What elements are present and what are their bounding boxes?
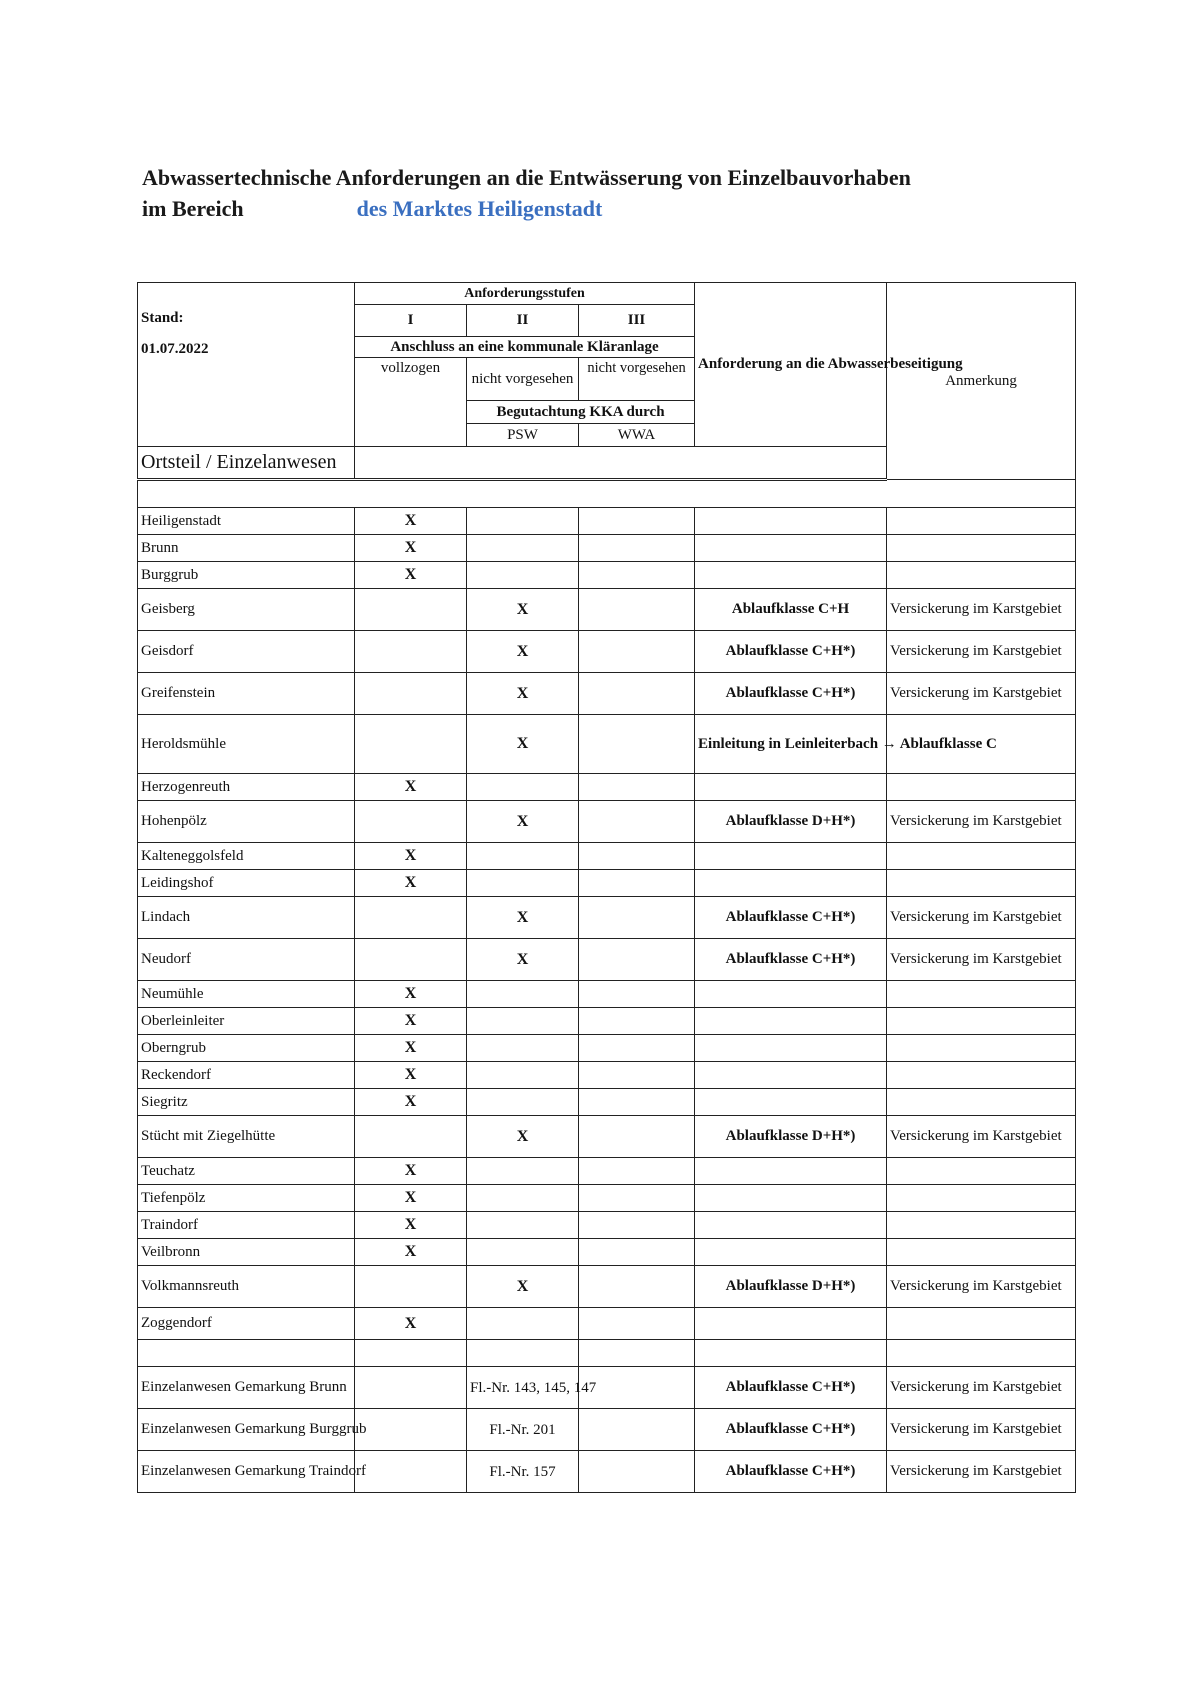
ortsteil-cell: Greifenstein bbox=[138, 673, 355, 715]
note-cell: Versickerung im Karstgebiet bbox=[887, 589, 1076, 631]
level-1-cell: X bbox=[355, 1158, 467, 1185]
ortsteil-cell: Tiefenpölz bbox=[138, 1185, 355, 1212]
stand-cell bbox=[138, 283, 355, 447]
table-row bbox=[138, 631, 1076, 673]
note-cell bbox=[887, 508, 1076, 535]
level-1-cell: X bbox=[355, 1239, 467, 1266]
level-3-cell bbox=[579, 1089, 695, 1116]
stufen-header: Anforderungsstufen bbox=[355, 283, 695, 305]
table-row bbox=[138, 1239, 1076, 1266]
note-cell: Versickerung im Karstgebiet bbox=[887, 673, 1076, 715]
ortsteil-cell: Siegritz bbox=[138, 1089, 355, 1116]
requirement-cell bbox=[695, 774, 887, 801]
note-cell: Versickerung im Karstgebiet bbox=[887, 939, 1076, 981]
requirement-cell: Ablaufklasse C+H*) bbox=[695, 897, 887, 939]
ortsteil-cell: Neumühle bbox=[138, 981, 355, 1008]
note-cell bbox=[887, 1340, 1076, 1367]
ortsteil-cell: Reckendorf bbox=[138, 1062, 355, 1089]
stand-date: 01.07.2022 bbox=[141, 341, 209, 357]
title-line-2 bbox=[142, 193, 911, 224]
requirement-cell: Ablaufklasse D+H*) bbox=[695, 1116, 887, 1158]
note-cell bbox=[887, 1008, 1076, 1035]
note-cell: Versickerung im Karstgebiet bbox=[887, 1116, 1076, 1158]
level-2-cell: X bbox=[467, 897, 579, 939]
level-1-cell bbox=[355, 801, 467, 843]
requirement-cell: Ablaufklasse C+H*) bbox=[695, 1451, 887, 1493]
ortsteil-cell: Burggrub bbox=[138, 562, 355, 589]
table-row bbox=[138, 715, 1076, 774]
requirements-table bbox=[137, 282, 1076, 1493]
ortsteil-cell: Zoggendorf bbox=[138, 1308, 355, 1340]
ortsteil-cell: Heiligenstadt bbox=[138, 508, 355, 535]
note-cell bbox=[887, 1158, 1076, 1185]
level-3-cell bbox=[579, 631, 695, 673]
table-row bbox=[138, 939, 1076, 981]
level-1-cell bbox=[355, 1451, 467, 1493]
level-1-cell: X bbox=[355, 1008, 467, 1035]
table-row bbox=[138, 1367, 1076, 1409]
level-2-cell: X bbox=[467, 939, 579, 981]
table-row bbox=[138, 897, 1076, 939]
table-row bbox=[138, 1008, 1076, 1035]
title-prefix: im Bereich bbox=[142, 196, 244, 221]
level-3-cell bbox=[579, 1008, 695, 1035]
table-row bbox=[138, 1116, 1076, 1158]
level-1-cell bbox=[355, 715, 467, 774]
note-cell bbox=[887, 1035, 1076, 1062]
level-3-cell bbox=[579, 1185, 695, 1212]
table-row bbox=[138, 870, 1076, 897]
note-cell: Versickerung im Karstgebiet bbox=[887, 1367, 1076, 1409]
table-row bbox=[138, 801, 1076, 843]
requirement-cell bbox=[695, 1239, 887, 1266]
requirement-cell bbox=[695, 508, 887, 535]
level-2-cell bbox=[467, 1212, 579, 1239]
level-1-header: I bbox=[355, 305, 467, 337]
ortsteil-cell: Oberleinleiter bbox=[138, 1008, 355, 1035]
table-body bbox=[138, 508, 1076, 1493]
level-2-cell bbox=[467, 843, 579, 870]
level-3-cell bbox=[579, 1308, 695, 1340]
level-2-cell: X bbox=[467, 631, 579, 673]
level-3-cell bbox=[579, 774, 695, 801]
level-2-cell: Fl.-Nr. 201 bbox=[467, 1409, 579, 1451]
level-2-cell bbox=[467, 1035, 579, 1062]
level-3-cell bbox=[579, 1212, 695, 1239]
table-row bbox=[138, 774, 1076, 801]
table-gap-row bbox=[138, 1340, 1076, 1367]
document-title bbox=[142, 162, 911, 224]
level-2-cell: X bbox=[467, 1266, 579, 1308]
level-3-header: III bbox=[579, 305, 695, 337]
level-1-cell bbox=[355, 897, 467, 939]
requirement-cell: Ablaufklasse D+H*) bbox=[695, 801, 887, 843]
level-1-cell: X bbox=[355, 1308, 467, 1340]
requirement-cell bbox=[695, 1308, 887, 1340]
level-3-cell bbox=[579, 843, 695, 870]
level-1-cell bbox=[355, 1266, 467, 1308]
ortsteil-cell: Einzelanwesen Gemarkung Burggrub bbox=[138, 1409, 355, 1451]
ortsteil-cell: Leidingshof bbox=[138, 870, 355, 897]
level-3-cell bbox=[579, 673, 695, 715]
requirement-cell bbox=[695, 981, 887, 1008]
level-3-cell bbox=[579, 508, 695, 535]
level-2-cell bbox=[467, 981, 579, 1008]
level-1-cell: X bbox=[355, 843, 467, 870]
level-1-cell bbox=[355, 1116, 467, 1158]
level-1-cell: X bbox=[355, 535, 467, 562]
level-3-cell bbox=[579, 1266, 695, 1308]
level-1-cell: X bbox=[355, 1185, 467, 1212]
table-row bbox=[138, 673, 1076, 715]
requirement-cell bbox=[695, 535, 887, 562]
level-3-cell bbox=[579, 870, 695, 897]
ortsteil-cell: Einzelanwesen Gemarkung Brunn bbox=[138, 1367, 355, 1409]
level-1-cell: X bbox=[355, 981, 467, 1008]
level-1-cell bbox=[355, 589, 467, 631]
level-1-cell bbox=[355, 673, 467, 715]
level-3-cell bbox=[579, 715, 695, 774]
ortsteil-cell: Veilbronn bbox=[138, 1239, 355, 1266]
level-2-cell: X bbox=[467, 673, 579, 715]
stand-label: Stand: bbox=[141, 310, 184, 326]
ortsteil-cell: Kalteneggolsfeld bbox=[138, 843, 355, 870]
level-1-cell: X bbox=[355, 870, 467, 897]
level-3-cell bbox=[579, 1158, 695, 1185]
level-2-cell: X bbox=[467, 801, 579, 843]
level-3-cell bbox=[579, 1409, 695, 1451]
level-2-header: II bbox=[467, 305, 579, 337]
level-3-cell bbox=[579, 939, 695, 981]
level-3-cell bbox=[579, 562, 695, 589]
level-2-cell bbox=[467, 1089, 579, 1116]
level-2-cell bbox=[467, 1158, 579, 1185]
requirement-cell: Ablaufklasse C+H*) bbox=[695, 1367, 887, 1409]
requirement-cell bbox=[695, 1212, 887, 1239]
note-cell bbox=[887, 1212, 1076, 1239]
level-3-cell bbox=[579, 897, 695, 939]
note-cell bbox=[887, 1062, 1076, 1089]
note-cell bbox=[887, 774, 1076, 801]
ortsteil-cell: Geisdorf bbox=[138, 631, 355, 673]
level-2-cell bbox=[467, 774, 579, 801]
level-3-cell bbox=[579, 1239, 695, 1266]
requirement-cell bbox=[695, 1158, 887, 1185]
level-2-cell: X bbox=[467, 1116, 579, 1158]
note-cell bbox=[887, 1239, 1076, 1266]
level-2-cell bbox=[467, 535, 579, 562]
note-cell bbox=[887, 1308, 1076, 1340]
wwa-header: WWA bbox=[579, 424, 695, 447]
ortsteil-cell: Neudorf bbox=[138, 939, 355, 981]
note-cell: Versickerung im Karstgebiet bbox=[887, 801, 1076, 843]
requirement-cell bbox=[695, 1185, 887, 1212]
level-2-cell bbox=[467, 508, 579, 535]
requirement-cell: Ablaufklasse C+H*) bbox=[695, 673, 887, 715]
table-row bbox=[138, 508, 1076, 535]
level-3-cell bbox=[579, 801, 695, 843]
requirement-cell bbox=[695, 1089, 887, 1116]
table-row bbox=[138, 1409, 1076, 1451]
level-3-cell bbox=[579, 1062, 695, 1089]
level-1-cell: X bbox=[355, 1089, 467, 1116]
level-1-cell bbox=[355, 939, 467, 981]
table-row bbox=[138, 535, 1076, 562]
level-2-cell bbox=[467, 1062, 579, 1089]
level-1-cell: X bbox=[355, 1062, 467, 1089]
ortsteil-cell: Oberngrub bbox=[138, 1035, 355, 1062]
table-row bbox=[138, 1158, 1076, 1185]
table-row bbox=[138, 1451, 1076, 1493]
requirement-cell: Ablaufklasse C+H*) bbox=[695, 1409, 887, 1451]
note-cell bbox=[887, 981, 1076, 1008]
level-2-cell: X bbox=[467, 715, 579, 774]
note-cell bbox=[887, 843, 1076, 870]
level-3-cell bbox=[579, 1035, 695, 1062]
nicht-vorgesehen-wwa: nicht vorgesehen bbox=[579, 358, 695, 401]
level-3-cell bbox=[579, 535, 695, 562]
ortsteil-cell: Heroldsmühle bbox=[138, 715, 355, 774]
level-2-cell bbox=[467, 1185, 579, 1212]
anforderung-header: Anforderung an die Abwasserbeseitigung bbox=[695, 283, 887, 447]
vollzogen-cell: vollzogen bbox=[355, 358, 467, 447]
anmerkung-header: Anmerkung bbox=[887, 283, 1076, 480]
table-row bbox=[138, 981, 1076, 1008]
requirement-cell: Ablaufklasse C+H bbox=[695, 589, 887, 631]
note-cell bbox=[887, 870, 1076, 897]
ortsteil-cell bbox=[138, 1340, 355, 1367]
table-row bbox=[138, 1266, 1076, 1308]
requirement-cell bbox=[695, 1340, 887, 1367]
note-cell: Versickerung im Karstgebiet bbox=[887, 1266, 1076, 1308]
table-row bbox=[138, 1185, 1076, 1212]
table-row bbox=[138, 1212, 1076, 1239]
level-2-cell bbox=[467, 1008, 579, 1035]
note-cell: Versickerung im Karstgebiet bbox=[887, 631, 1076, 673]
level-2-cell: X bbox=[467, 589, 579, 631]
header-gap-row bbox=[138, 480, 1076, 508]
level-3-cell bbox=[579, 1340, 695, 1367]
table-row bbox=[138, 562, 1076, 589]
requirement-cell: Ablaufklasse C+H*) bbox=[695, 631, 887, 673]
requirement-cell: Einleitung in Leinleiterbach → Ablaufklasse C bbox=[695, 715, 887, 774]
ortsteil-cell: Lindach bbox=[138, 897, 355, 939]
requirement-cell: Ablaufklasse D+H*) bbox=[695, 1266, 887, 1308]
requirement-cell bbox=[695, 562, 887, 589]
level-1-cell: X bbox=[355, 1035, 467, 1062]
requirement-cell bbox=[695, 843, 887, 870]
note-cell: Versickerung im Karstgebiet bbox=[887, 897, 1076, 939]
note-cell bbox=[887, 1089, 1076, 1116]
requirement-cell bbox=[695, 870, 887, 897]
anschluss-header: Anschluss an eine kommunale Kläranlage bbox=[355, 337, 695, 358]
level-3-cell bbox=[579, 1451, 695, 1493]
level-1-cell: X bbox=[355, 508, 467, 535]
requirement-cell: Ablaufklasse C+H*) bbox=[695, 939, 887, 981]
note-cell: Versickerung im Karstgebiet bbox=[887, 1451, 1076, 1493]
requirement-cell bbox=[695, 1062, 887, 1089]
level-2-cell bbox=[467, 1308, 579, 1340]
level-1-cell bbox=[355, 1367, 467, 1409]
ortsteil-cell: Einzelanwesen Gemarkung Traindorf bbox=[138, 1451, 355, 1493]
note-cell bbox=[887, 535, 1076, 562]
ortsteil-cell: Traindorf bbox=[138, 1212, 355, 1239]
level-1-cell bbox=[355, 1340, 467, 1367]
ortsteil-header: Ortsteil / Einzelanwesen bbox=[138, 447, 355, 480]
level-2-cell bbox=[467, 870, 579, 897]
ortsteil-spacer bbox=[355, 447, 887, 480]
table-row bbox=[138, 1089, 1076, 1116]
ortsteil-cell: Volkmannsreuth bbox=[138, 1266, 355, 1308]
level-1-cell: X bbox=[355, 774, 467, 801]
ortsteil-cell: Geisberg bbox=[138, 589, 355, 631]
level-2-cell: Fl.-Nr. 157 bbox=[467, 1451, 579, 1493]
level-3-cell bbox=[579, 981, 695, 1008]
requirement-cell bbox=[695, 1035, 887, 1062]
ortsteil-cell: Herzogenreuth bbox=[138, 774, 355, 801]
level-1-cell: X bbox=[355, 1212, 467, 1239]
level-3-cell bbox=[579, 1116, 695, 1158]
requirement-cell bbox=[695, 1008, 887, 1035]
level-2-cell bbox=[467, 1239, 579, 1266]
note-cell bbox=[887, 1185, 1076, 1212]
note-cell: Versickerung im Karstgebiet bbox=[887, 1409, 1076, 1451]
level-2-cell bbox=[467, 1340, 579, 1367]
nicht-vorgesehen-psw: nicht vorgesehen bbox=[467, 358, 579, 401]
ortsteil-cell: Stücht mit Ziegelhütte bbox=[138, 1116, 355, 1158]
ortsteil-cell: Hohenpölz bbox=[138, 801, 355, 843]
level-1-cell bbox=[355, 631, 467, 673]
table-row bbox=[138, 1308, 1076, 1340]
ortsteil-cell: Brunn bbox=[138, 535, 355, 562]
ortsteil-cell: Teuchatz bbox=[138, 1158, 355, 1185]
title-line-1: Abwassertechnische Anforderungen an die Entwässerung von Einzelbauvorhaben bbox=[142, 165, 911, 190]
table-header bbox=[138, 283, 1076, 508]
begutachtung-header: Begutachtung KKA durch bbox=[467, 401, 695, 424]
level-3-cell bbox=[579, 589, 695, 631]
level-2-cell: Fl.-Nr. 143, 145, 147 bbox=[467, 1367, 579, 1409]
title-municipality: des Marktes Heiligenstadt bbox=[356, 196, 603, 221]
psw-header: PSW bbox=[467, 424, 579, 447]
level-1-cell: X bbox=[355, 562, 467, 589]
table-row bbox=[138, 589, 1076, 631]
table-row bbox=[138, 1035, 1076, 1062]
level-2-cell bbox=[467, 562, 579, 589]
note-cell bbox=[887, 562, 1076, 589]
table-row bbox=[138, 843, 1076, 870]
level-1-cell bbox=[355, 1409, 467, 1451]
table-row bbox=[138, 1062, 1076, 1089]
